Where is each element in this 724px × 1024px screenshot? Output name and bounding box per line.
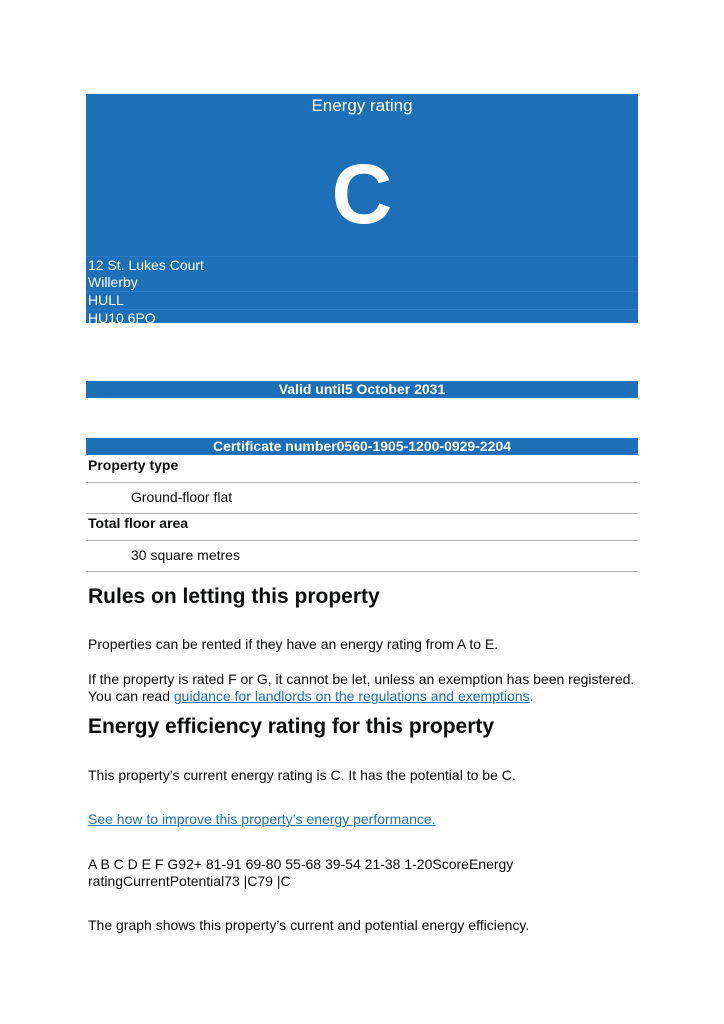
letting-rules-period: . bbox=[529, 688, 534, 704]
floor-area-label: Total floor area bbox=[86, 514, 638, 541]
address-line-4: HU10 6PQ bbox=[86, 309, 638, 327]
certificate-number-bar: Certificate number0560-1905-1200-0929-2204 bbox=[86, 438, 638, 455]
letting-rules-text: If the property is rated F or G, it cannot be let, unless an exemption has been registered. You can read bbox=[88, 671, 635, 704]
improve-performance-link[interactable]: See how to improve this property’s energy performance. bbox=[88, 811, 436, 827]
efficiency-rating-heading: Energy efficiency rating for this property bbox=[88, 715, 495, 738]
letting-rules-heading: Rules on letting this property bbox=[88, 585, 380, 608]
landlord-guidance-link[interactable]: guidance for landlords on the regulations and exemptions bbox=[173, 688, 530, 704]
energy-graph-text-fallback: A B C D E F G92+ 81-91 69-80 55-68 39-54 21-38 1-20ScoreEnergy ratingCurrentPotential73 |C79 |C bbox=[88, 856, 514, 889]
energy-rating-panel bbox=[86, 94, 638, 326]
floor-area-value: 30 square metres bbox=[86, 541, 638, 572]
letting-rules-paragraph-2 bbox=[88, 671, 638, 705]
graph-caption: The graph shows this property’s current and potential energy efficiency. bbox=[88, 917, 530, 933]
improve-link-paragraph bbox=[88, 811, 638, 828]
address-line-3: HULL bbox=[86, 291, 638, 309]
property-type-label: Property type bbox=[86, 456, 638, 483]
valid-until-bar: Valid until5 October 2031 bbox=[86, 381, 638, 398]
address-line-2: Willerby bbox=[88, 274, 138, 290]
current-rating-text: This property’s current energy rating is C. It has the potential to be C. bbox=[88, 767, 516, 783]
energy-rating-letter: C bbox=[331, 147, 393, 241]
property-type-value: Ground-floor flat bbox=[86, 483, 638, 514]
letting-rules-paragraph-1: Properties can be rented if they have an energy rating from A to E. bbox=[88, 636, 499, 652]
property-details bbox=[86, 456, 638, 572]
address-line-1: 12 St. Lukes Court bbox=[86, 256, 638, 274]
energy-rating-label: Energy rating bbox=[311, 96, 413, 115]
